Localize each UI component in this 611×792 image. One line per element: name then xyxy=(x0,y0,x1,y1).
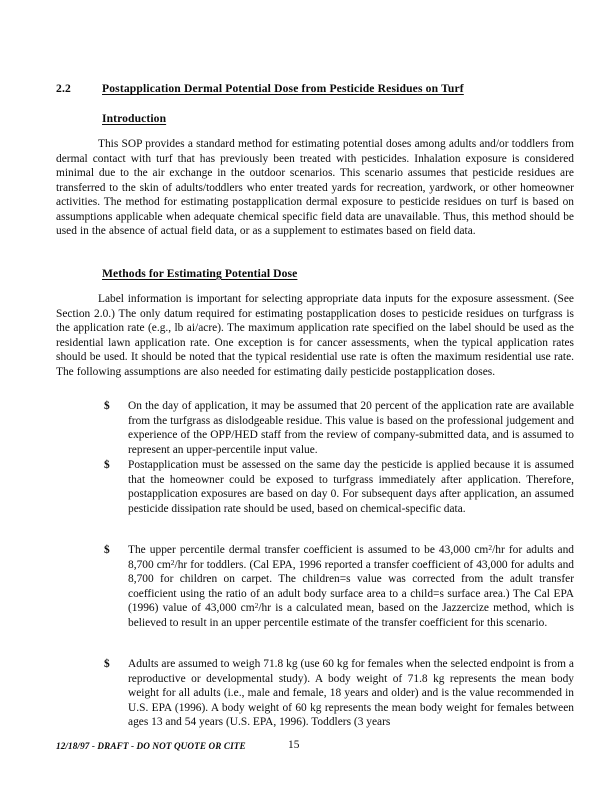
superscript-exponent: 2 xyxy=(170,557,175,567)
bullet-marker-icon: $ xyxy=(104,658,110,670)
page-number: 15 xyxy=(288,739,300,751)
bullet-segment: /hr for toddlers. (Cal EPA, 1996 reported a transfer coefficient of 43,000 for adults and 8,700 for children on carpet. The children=s value was corrected from the adult transfer coefficient using the ratio of an adult body surface area to a child=s surface area.) The Cal EPA (1996) value of 43,000 cm xyxy=(128,558,574,615)
bullet-item xyxy=(104,543,574,630)
bullet-text: Postapplication must be assessed on the same day the pesticide is applied because it is assumed that the homeowner could be exposed to turfgrass immediately after application. Therefore, postapplication exposures are based on day 0. For subsequent days after application, an assumed pesticide dissipation rate should be used, based on chemical-specific data. xyxy=(128,459,574,515)
bullet-marker-icon: $ xyxy=(104,544,110,556)
superscript-exponent: 2 xyxy=(254,601,259,611)
paragraph-introduction: This SOP provides a standard method for estimating potential doses among adults and/or toddlers from dermal contact with turf that has previously been treated with pesticides. Inhalation exposure is considered minimal due to the air exchange in the outdoor scenarios. This scenario assumes that pesticide residues are transferred to the skin of adults/toddlers who enter treated yards for recreation, yardwork, or other homeowner activities. The method for estimating postapplication dermal exposure to pesticide residues on turf is based on assumptions applicable when adequate chemical specific field data are unavailable. Thus, this method should be used in the absence of actual field data, or as a supplement to estimates based on field data. xyxy=(56,138,574,238)
paragraph-methods: Label information is important for selecting appropriate data inputs for the exposure assessment. (See Section 2.0.) The only datum required for estimating postapplication doses to pesticide residues on turfgrass is the application rate (e.g., lb ai/acre). The maximum application rate specified on the label should be used as the residential lawn application rate. One exception is for cancer assessments, when the typical application rates should be used. It should be noted that the typical residential use rate is often the maximum residential use rate. The following assumptions are also needed for estimating daily pesticide postapplication doses. xyxy=(56,293,574,378)
section-heading xyxy=(56,82,574,96)
bullet-segment: /hr is a calculated mean, based on the Jazzercize method, which is believed to result in an upper percentile estimate of the transfer coefficient for this scenario. xyxy=(128,602,574,629)
bullet-text xyxy=(128,543,574,630)
bullet-item xyxy=(104,458,574,516)
bullet-text: On the day of application, it may be assumed that 20 percent of the application rate are available from the turfgrass as dislodgeable residue. This value is based on the professional judgement and experience of the OPP/HED staff from the review of company-submitted data, and is assumed to represent an upper-percentile input value. xyxy=(128,400,574,456)
heading-introduction: Introduction xyxy=(102,112,167,125)
page-footer xyxy=(56,741,574,757)
bullet-marker-icon: $ xyxy=(104,459,110,471)
draft-notice: 12/18/97 - DRAFT - DO NOT QUOTE OR CITE xyxy=(56,741,246,751)
bullet-item xyxy=(104,657,574,730)
bullet-segment: The upper percentile dermal transfer coefficient is assumed to be 43,000 cm xyxy=(128,544,489,556)
heading-methods: Methods for Estimating Potential Dose xyxy=(102,267,298,280)
bullet-text: Adults are assumed to weigh 71.8 kg (use 60 kg for females when the selected endpoint is from a reproductive or developmental study). A body weight of 71.8 kg represents the mean body weight for all adults (i.e., male and female, 18 years and older) and is the value recommended in U.S. EPA (1996). A body weight of 60 kg represents the mean body weight for females between ages 13 and 54 years (U.S. EPA, 1996). Toddlers (3 years xyxy=(128,658,574,729)
bullet-item xyxy=(104,399,574,457)
section-number: 2.2 xyxy=(56,82,71,95)
bullet-marker-icon: $ xyxy=(104,400,110,412)
superscript-exponent: 2 xyxy=(488,542,493,552)
section-title: Postapplication Dermal Potential Dose from Pesticide Residues on Turf xyxy=(102,82,464,95)
bullet-segment: /hr for adults and 8,700 cm xyxy=(128,544,574,571)
